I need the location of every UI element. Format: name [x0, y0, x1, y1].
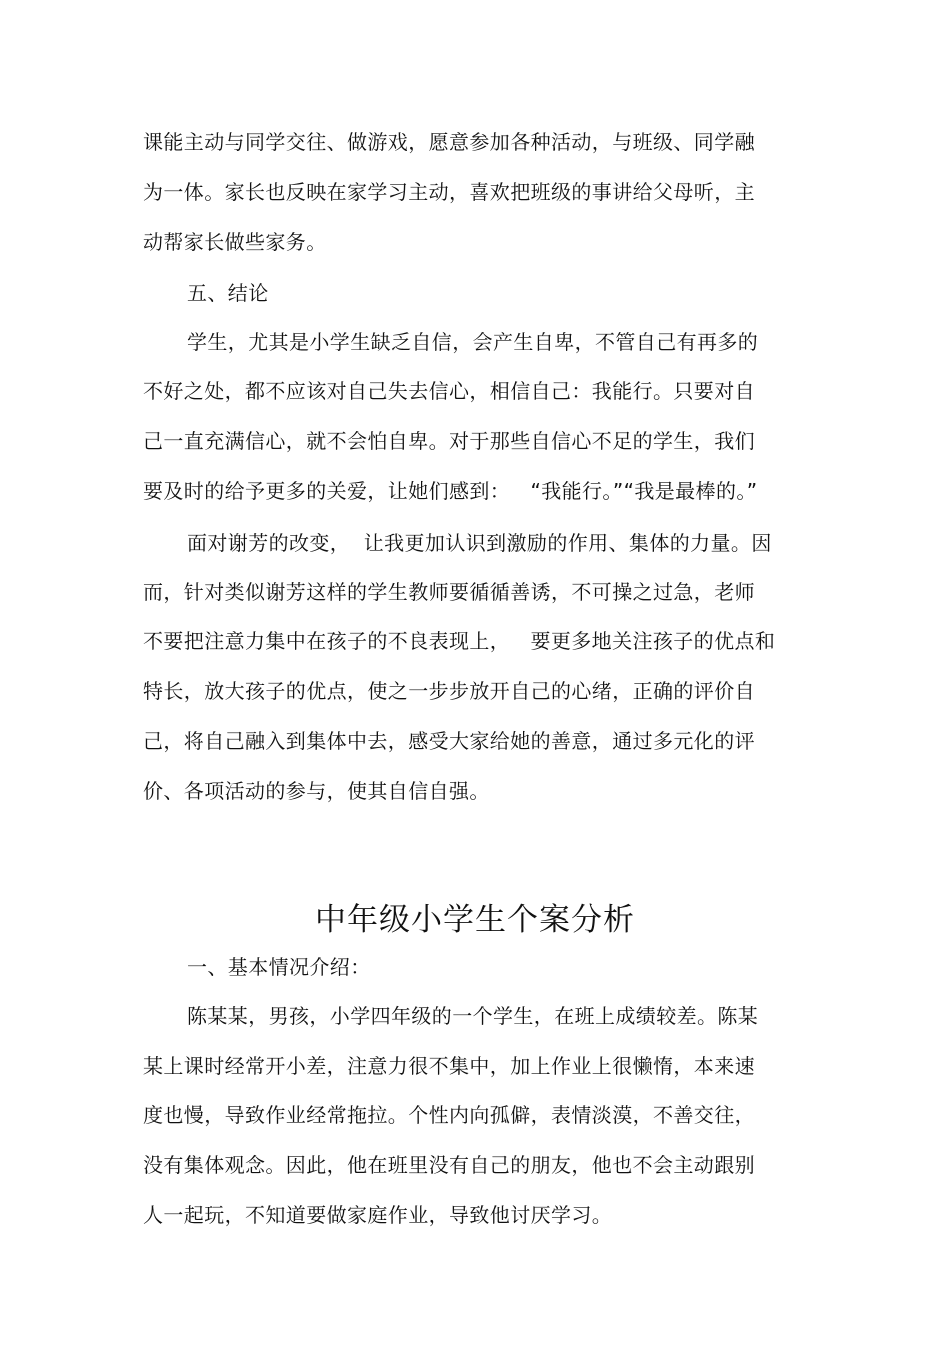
case-para-line-4: 没有集体观念。因此，他在班里没有自己的朋友，他也不会主动跟别 [143, 1153, 755, 1177]
section-heading-basic-info: 一、基本情况介绍： [187, 955, 371, 979]
case-para-line-5: 人一起玩，不知道要做家庭作业，导致他讨厌学习。 [143, 1203, 613, 1227]
conclusion-para2-line-4: 特长，放大孩子的优点，使之一步步放开自己的心绪，正确的评价自 [143, 679, 755, 703]
intro-line-3: 动帮家长做些家务。 [143, 230, 327, 254]
conclusion-para1-line-2: 不好之处，都不应该对自己失去信心，相信自己：我能行。只要对自 [143, 379, 755, 403]
conclusion-para1-line-4: 要及时的给予更多的关爱，让她们感到： “我能行。”“我是最棒的。” [143, 479, 758, 503]
section-heading-conclusion: 五、结论 [187, 281, 269, 305]
conclusion-para2-line-3: 不要把注意力集中在孩子的不良表现上， 要更多地关注孩子的优点和 [143, 629, 776, 653]
conclusion-para2-line-2: 而，针对类似谢芳这样的学生教师要循循善诱，不可操之过急，老师 [143, 580, 755, 604]
conclusion-para1-line-1: 学生，尤其是小学生缺乏自信，会产生自卑，不管自己有再多的 [187, 330, 759, 354]
conclusion-para2-line-6: 价、各项活动的参与，使其自信自强。 [143, 779, 490, 803]
case-para-line-2: 某上课时经常开小差，注意力很不集中，加上作业上很懒惰，本来速 [143, 1054, 755, 1078]
case-para-line-3: 度也慢，导致作业经常拖拉。个性内向孤僻，表情淡漠，不善交往， [143, 1103, 755, 1127]
conclusion-para1-line-3: 己一直充满信心，就不会怕自卑。对于那些自信心不足的学生，我们 [143, 429, 755, 453]
intro-line-2: 为一体。家长也反映在家学习主动，喜欢把班级的事讲给父母听，主 [143, 180, 755, 204]
case-para-line-1: 陈某某，男孩，小学四年级的一个学生，在班上成绩较差。陈某 [187, 1004, 759, 1028]
case-title: 中年级小学生个案分析 [315, 902, 635, 938]
intro-line-1: 课能主动与同学交往、做游戏，愿意参加各种活动，与班级、同学融 [143, 130, 755, 154]
conclusion-para2-line-5: 己，将自己融入到集体中去，感受大家给她的善意，通过多元化的评 [143, 729, 755, 753]
conclusion-para2-line-1: 面对谢芳的改变， 让我更加认识到激励的作用、集体的力量。因 [187, 531, 772, 555]
